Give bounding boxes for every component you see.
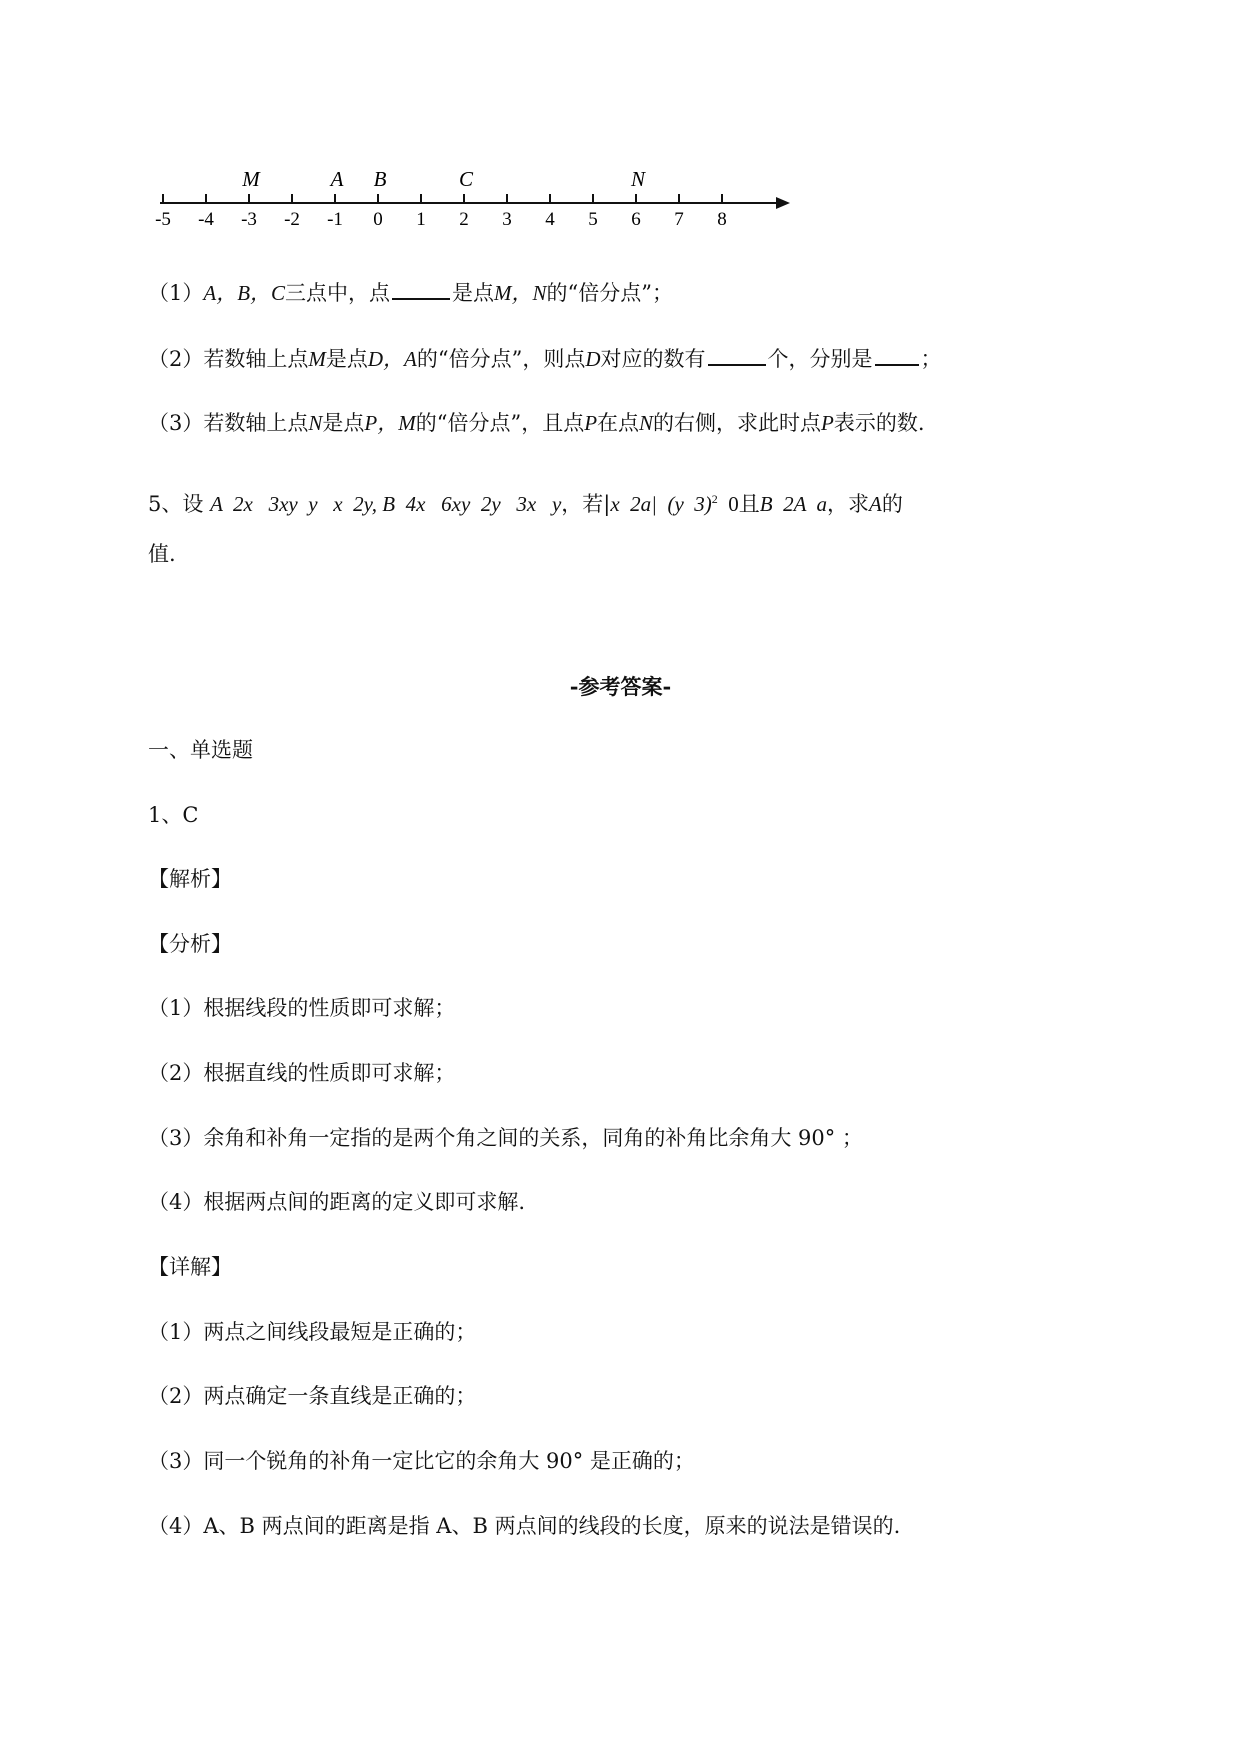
- q2-text: 的“倍分点”，则点: [416, 347, 586, 371]
- tick-label: -1: [327, 209, 343, 230]
- tick-label: -4: [198, 209, 214, 230]
- q2-text: 对应的数有: [600, 347, 706, 371]
- q5-text: ，求: [827, 492, 870, 516]
- label-xiangjie: 【详解】: [148, 1255, 232, 1279]
- point-label-n: N: [630, 167, 646, 191]
- q3-var: P: [821, 411, 834, 435]
- detail-line: （3）同一个锐角的补角一定比它的余角大 90° 是正确的；: [148, 1449, 695, 1473]
- answers-heading: -参考答案-: [569, 674, 672, 699]
- q1-text: 三点中，点: [285, 281, 391, 305]
- q2-var: M: [308, 347, 326, 371]
- point-label-a: A: [330, 167, 344, 191]
- q2-vars: D，A: [367, 347, 417, 371]
- tick-label: 0: [373, 209, 383, 230]
- q2-var: D: [585, 347, 601, 371]
- analysis-line: （4）根据两点间的距离的定义即可求解.: [148, 1190, 526, 1214]
- question-1: [148, 278, 673, 307]
- q2-text: ；: [920, 347, 942, 371]
- q1-vars: A，B，C: [203, 281, 286, 305]
- analysis-line: （2）根据直线的性质即可求解；: [148, 1061, 456, 1085]
- q5-text: 的: [881, 492, 903, 516]
- tick-label: 3: [502, 209, 512, 230]
- answer-blank[interactable]: [708, 344, 766, 366]
- point-label-b: B: [373, 167, 387, 191]
- tick-label: -2: [284, 209, 300, 230]
- q3-var: N: [308, 411, 323, 435]
- q1-text: 的“倍分点”；: [546, 281, 674, 305]
- tick-label: 8: [717, 209, 727, 230]
- point-label-m: M: [242, 167, 260, 191]
- q5-formula: A 2x 3xy y x 2y, B 4x 6xy 2y 3x y: [210, 492, 562, 516]
- q3-vars: P，M: [364, 411, 416, 435]
- tick-label: 1: [416, 209, 426, 230]
- q3-text: 在点: [597, 411, 640, 435]
- q3-var: N: [639, 411, 654, 435]
- q5-text: 且: [738, 492, 760, 516]
- section-title: 一、单选题: [148, 738, 253, 762]
- q5-condition: 0: [717, 492, 739, 516]
- q5-var: A: [869, 492, 882, 516]
- question-2: [148, 344, 942, 373]
- number-line-figure: [0, 0, 1241, 240]
- detail-line: （1）两点之间线段最短是正确的；: [148, 1320, 477, 1344]
- q2-text: 个，分别是: [767, 347, 873, 371]
- analysis-line: （1）根据线段的性质即可求解；: [148, 996, 456, 1020]
- q3-text: 的右侧，求此时点: [653, 411, 822, 435]
- question-3: [148, 409, 925, 437]
- q5-text: ，若|: [561, 492, 611, 516]
- q3-text: 的“倍分点”，且点: [415, 411, 585, 435]
- q5-exponent: 2: [711, 492, 718, 506]
- answer-blank[interactable]: [392, 278, 450, 300]
- number-line-arrow: [776, 197, 790, 209]
- tick-label: 6: [631, 209, 641, 230]
- tick-label: 2: [459, 209, 469, 230]
- tick-label: 5: [588, 209, 598, 230]
- tick-label: -3: [241, 209, 257, 230]
- detail-line: （4）A、B 两点间的距离是指 A、B 两点间的线段的长度，原来的说法是错误的.: [148, 1514, 901, 1538]
- q2-text: （2）若数轴上点: [148, 347, 309, 371]
- q5-condition: B 2A a: [759, 492, 828, 516]
- answer-blank[interactable]: [875, 344, 919, 366]
- label-jiexi: 【解析】: [148, 867, 232, 891]
- tick-label: 4: [545, 209, 555, 230]
- q5-condition: x 2a| (y 3): [610, 492, 712, 516]
- analysis-line: （3）余角和补角一定指的是两个角之间的关系，同角的补角比余角大 90° ；: [148, 1126, 863, 1150]
- q3-text: （3）若数轴上点: [148, 411, 309, 435]
- tick-label: -5: [155, 209, 171, 230]
- answer-item: 1、C: [148, 803, 199, 827]
- tick-label: 7: [674, 209, 684, 230]
- q1-vars: M，N: [494, 281, 547, 305]
- q3-text: 是点: [322, 411, 365, 435]
- q5-line2: 值.: [148, 542, 176, 566]
- q5-prefix: 5、设: [148, 492, 204, 516]
- q1-text: （1）: [148, 281, 204, 305]
- point-label-c: C: [458, 167, 474, 191]
- q2-text: 是点: [325, 347, 368, 371]
- detail-line: （2）两点确定一条直线是正确的；: [148, 1384, 477, 1408]
- q1-text: 是点: [452, 281, 495, 305]
- label-fenxi: 【分析】: [148, 932, 232, 956]
- q3-var: P: [584, 411, 598, 435]
- q3-text: 表示的数.: [833, 411, 925, 435]
- question-5: [148, 485, 903, 518]
